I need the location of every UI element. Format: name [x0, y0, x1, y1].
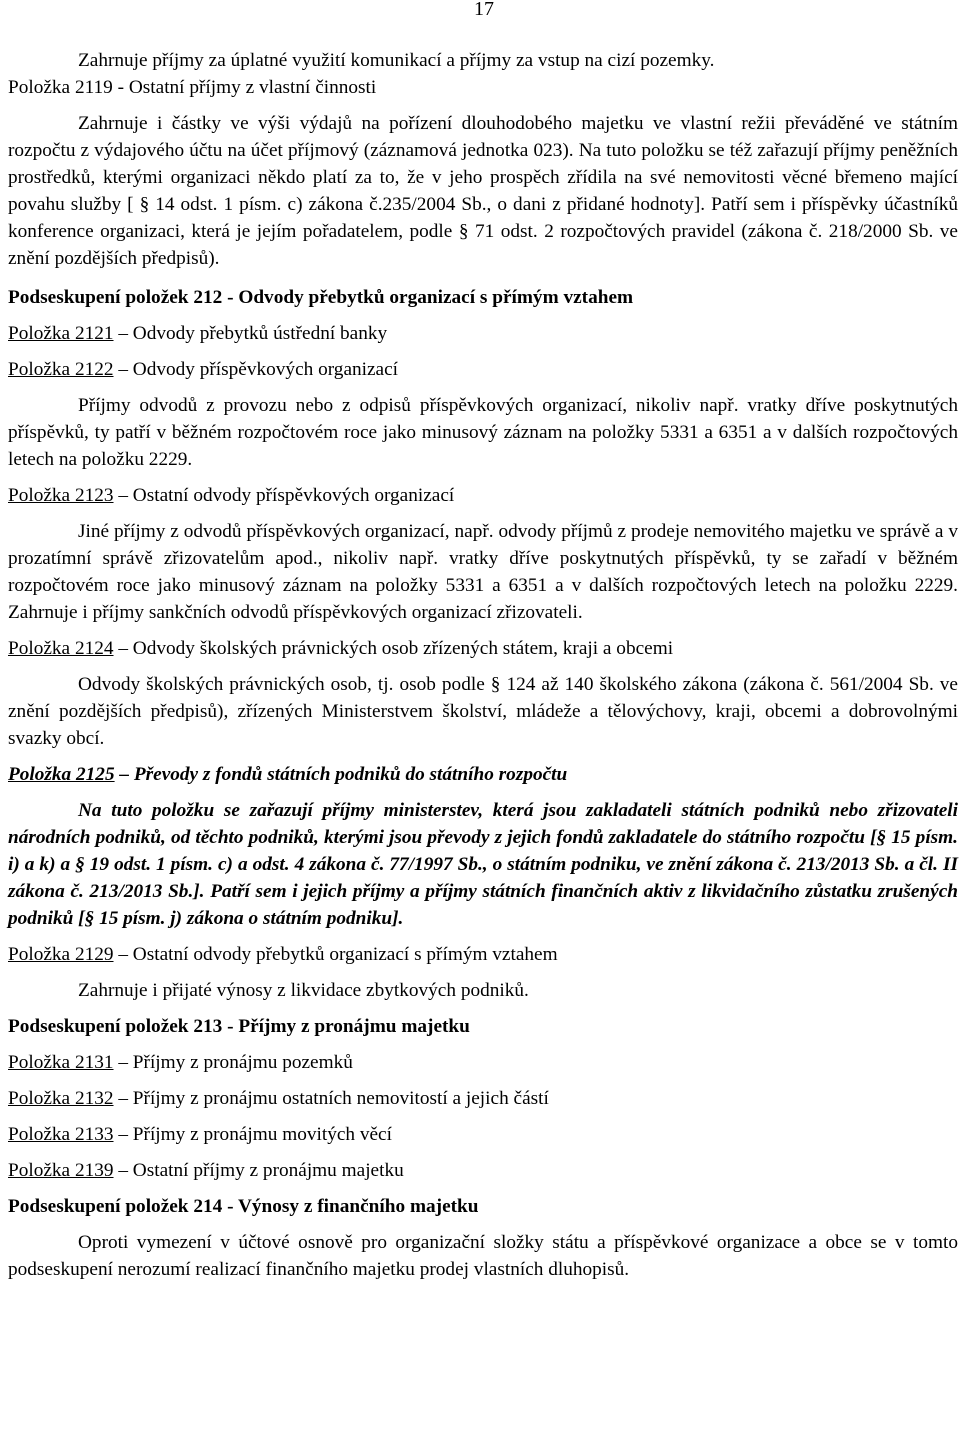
item-title-2131: – Příjmy z pronájmu pozemků	[113, 1052, 353, 1073]
item-title-2129: – Ostatní odvody přebytků organizací s přímým vztahem	[113, 944, 558, 965]
item-title-2139: – Ostatní příjmy z pronájmu majetku	[113, 1160, 404, 1181]
item-code-2139: Položka 2139	[8, 1160, 114, 1181]
item-code-2133: Položka 2133	[8, 1124, 114, 1145]
item-heading-2131	[8, 1049, 958, 1076]
paragraph-2123: Jiné příjmy z odvodů příspěvkových organizací, např. odvody příjmů z prodeje nemovitého majetku ve správě a v prozatímní správě zřizovatelům apod., nikoliv např. vratky dříve poskytnutých příspěvků, ty se zařadí v běžném rozpočtovém roce jako minusový záznam na položky 5331 a 6351 a v dalších rozpočtových letech na položku 2229. Zahrnuje i příjmy sankčních odvodů příspěvkových organizací zřizovateli.	[8, 521, 958, 623]
item-title-2132: – Příjmy z pronájmu ostatních nemovitostí a jejich částí	[113, 1088, 549, 1109]
paragraph-2111-tail: Zahrnuje příjmy za úplatné využití komunikací a příjmy za vstup na cizí pozemky.	[78, 50, 715, 71]
item-heading-2125	[8, 761, 958, 788]
item-title-2122: – Odvody příspěvkových organizací	[113, 359, 399, 380]
item-heading-2123	[8, 482, 958, 509]
item-code-2132: Položka 2132	[8, 1088, 114, 1109]
item-code-2121: Položka 2121	[8, 323, 114, 344]
paragraph-2124: Odvody školských právnických osob, tj. osob podle § 124 až 140 školského zákona (zákona č. 561/2004 Sb. ve znění pozdějších předpisů), zřízených Ministerstvem školství, mládeže a tělovýchovy, kraji, obcemi a dobrovolnými svazky obcí.	[8, 674, 958, 749]
item-heading-2133	[8, 1121, 958, 1148]
page-number: 17	[474, 0, 494, 20]
document-page	[8, 0, 958, 1283]
item-heading-2122	[8, 356, 958, 383]
item-heading-2124	[8, 635, 958, 662]
item-title-2121: – Odvody přebytků ústřední banky	[113, 323, 388, 344]
item-heading-2129	[8, 941, 958, 968]
paragraph-2129: Zahrnuje i přijaté výnosy z likvidace zbytkových podniků.	[78, 980, 529, 1001]
item-code-2131: Položka 2131	[8, 1052, 114, 1073]
item-code-2129: Položka 2129	[8, 944, 114, 965]
paragraph-214: Oproti vymezení v účtové osnově pro organizační složky státu a příspěvkové organizace a obce se v tomto podseskupení nerozumí realizací finančního majetku prodej vlastních dluhopisů.	[8, 1232, 958, 1280]
item-title-2123: – Ostatní odvody příspěvkových organizací	[113, 485, 455, 506]
subgroup-heading-214: Podseskupení položek 214 - Výnosy z finančního majetku	[8, 1196, 479, 1217]
item-code-2123: Položka 2123	[8, 485, 114, 506]
item-code-2125: Položka 2125	[8, 764, 115, 785]
item-heading-2121	[8, 320, 958, 347]
item-title-2133: – Příjmy z pronájmu movitých věcí	[113, 1124, 392, 1145]
paragraph-2125: Na tuto položku se zařazují příjmy ministerstev, která jsou zakladateli státních podniků nebo zřizovateli národních podniků, od těchto podniků, kterými jsou převody z jejich fondů zakladatele do státního rozpočtu [§ 15 písm. i) a k) a § 19 odst. 1 písm. c) a odst. 4 zákona č. 77/1997 Sb., o státním podniku, ve znění zákona č. 213/2013 Sb. a čl. II zákona č. 213/2013 Sb.]. Patří sem i jejich příjmy a příjmy státních finančních aktiv z likvidačního zůstatku zrušených podniků [§ 15 písm. j) zákona o státním podniku].	[8, 800, 958, 929]
item-heading-2132	[8, 1085, 958, 1112]
heading-2119: Položka 2119 - Ostatní příjmy z vlastní činnosti	[8, 77, 377, 98]
item-code-2122: Položka 2122	[8, 359, 114, 380]
item-title-2124: – Odvody školských právnických osob zřízených státem, kraji a obcemi	[113, 638, 674, 659]
subgroup-heading-212: Podseskupení položek 212 - Odvody přebytků organizací s přímým vztahem	[8, 287, 634, 308]
subgroup-heading-213: Podseskupení položek 213 - Příjmy z pronájmu majetku	[8, 1016, 470, 1037]
item-title-2125: – Převody z fondů státních podniků do státního rozpočtu	[114, 764, 568, 785]
paragraph-2119: Zahrnuje i částky ve výši výdajů na pořízení dlouhodobého majetku ve vlastní režii převáděné ve státním rozpočtu z výdajového účtu na účet příjmový (záznamová jednotka 023). Na tuto položku se též zařazují příjmy peněžních prostředků, kterými organizaci někdo platí za to, že v jeho prospěch zřídila na své nemovitosti věcné břemeno mající povahu služby [ § 14 odst. 1 písm. c) zákona č.235/2004 Sb., o dani z přidané hodnoty]. Patří sem i příspěvky účastníků konference organizaci, která je jejím pořadatelem, podle § 71 odst. 2 rozpočtových pravidel (zákona č. 218/2000 Sb. ve znění pozdějších předpisů).	[8, 113, 958, 269]
item-code-2124: Položka 2124	[8, 638, 114, 659]
paragraph-2122: Příjmy odvodů z provozu nebo z odpisů příspěvkových organizací, nikoliv např. vratky dříve poskytnutých příspěvků, ty patří v běžném rozpočtovém roce jako minusový záznam na položky 5331 a 6351 a v dalších rozpočtových letech na položku 2229.	[8, 395, 958, 470]
item-heading-2139	[8, 1157, 958, 1184]
